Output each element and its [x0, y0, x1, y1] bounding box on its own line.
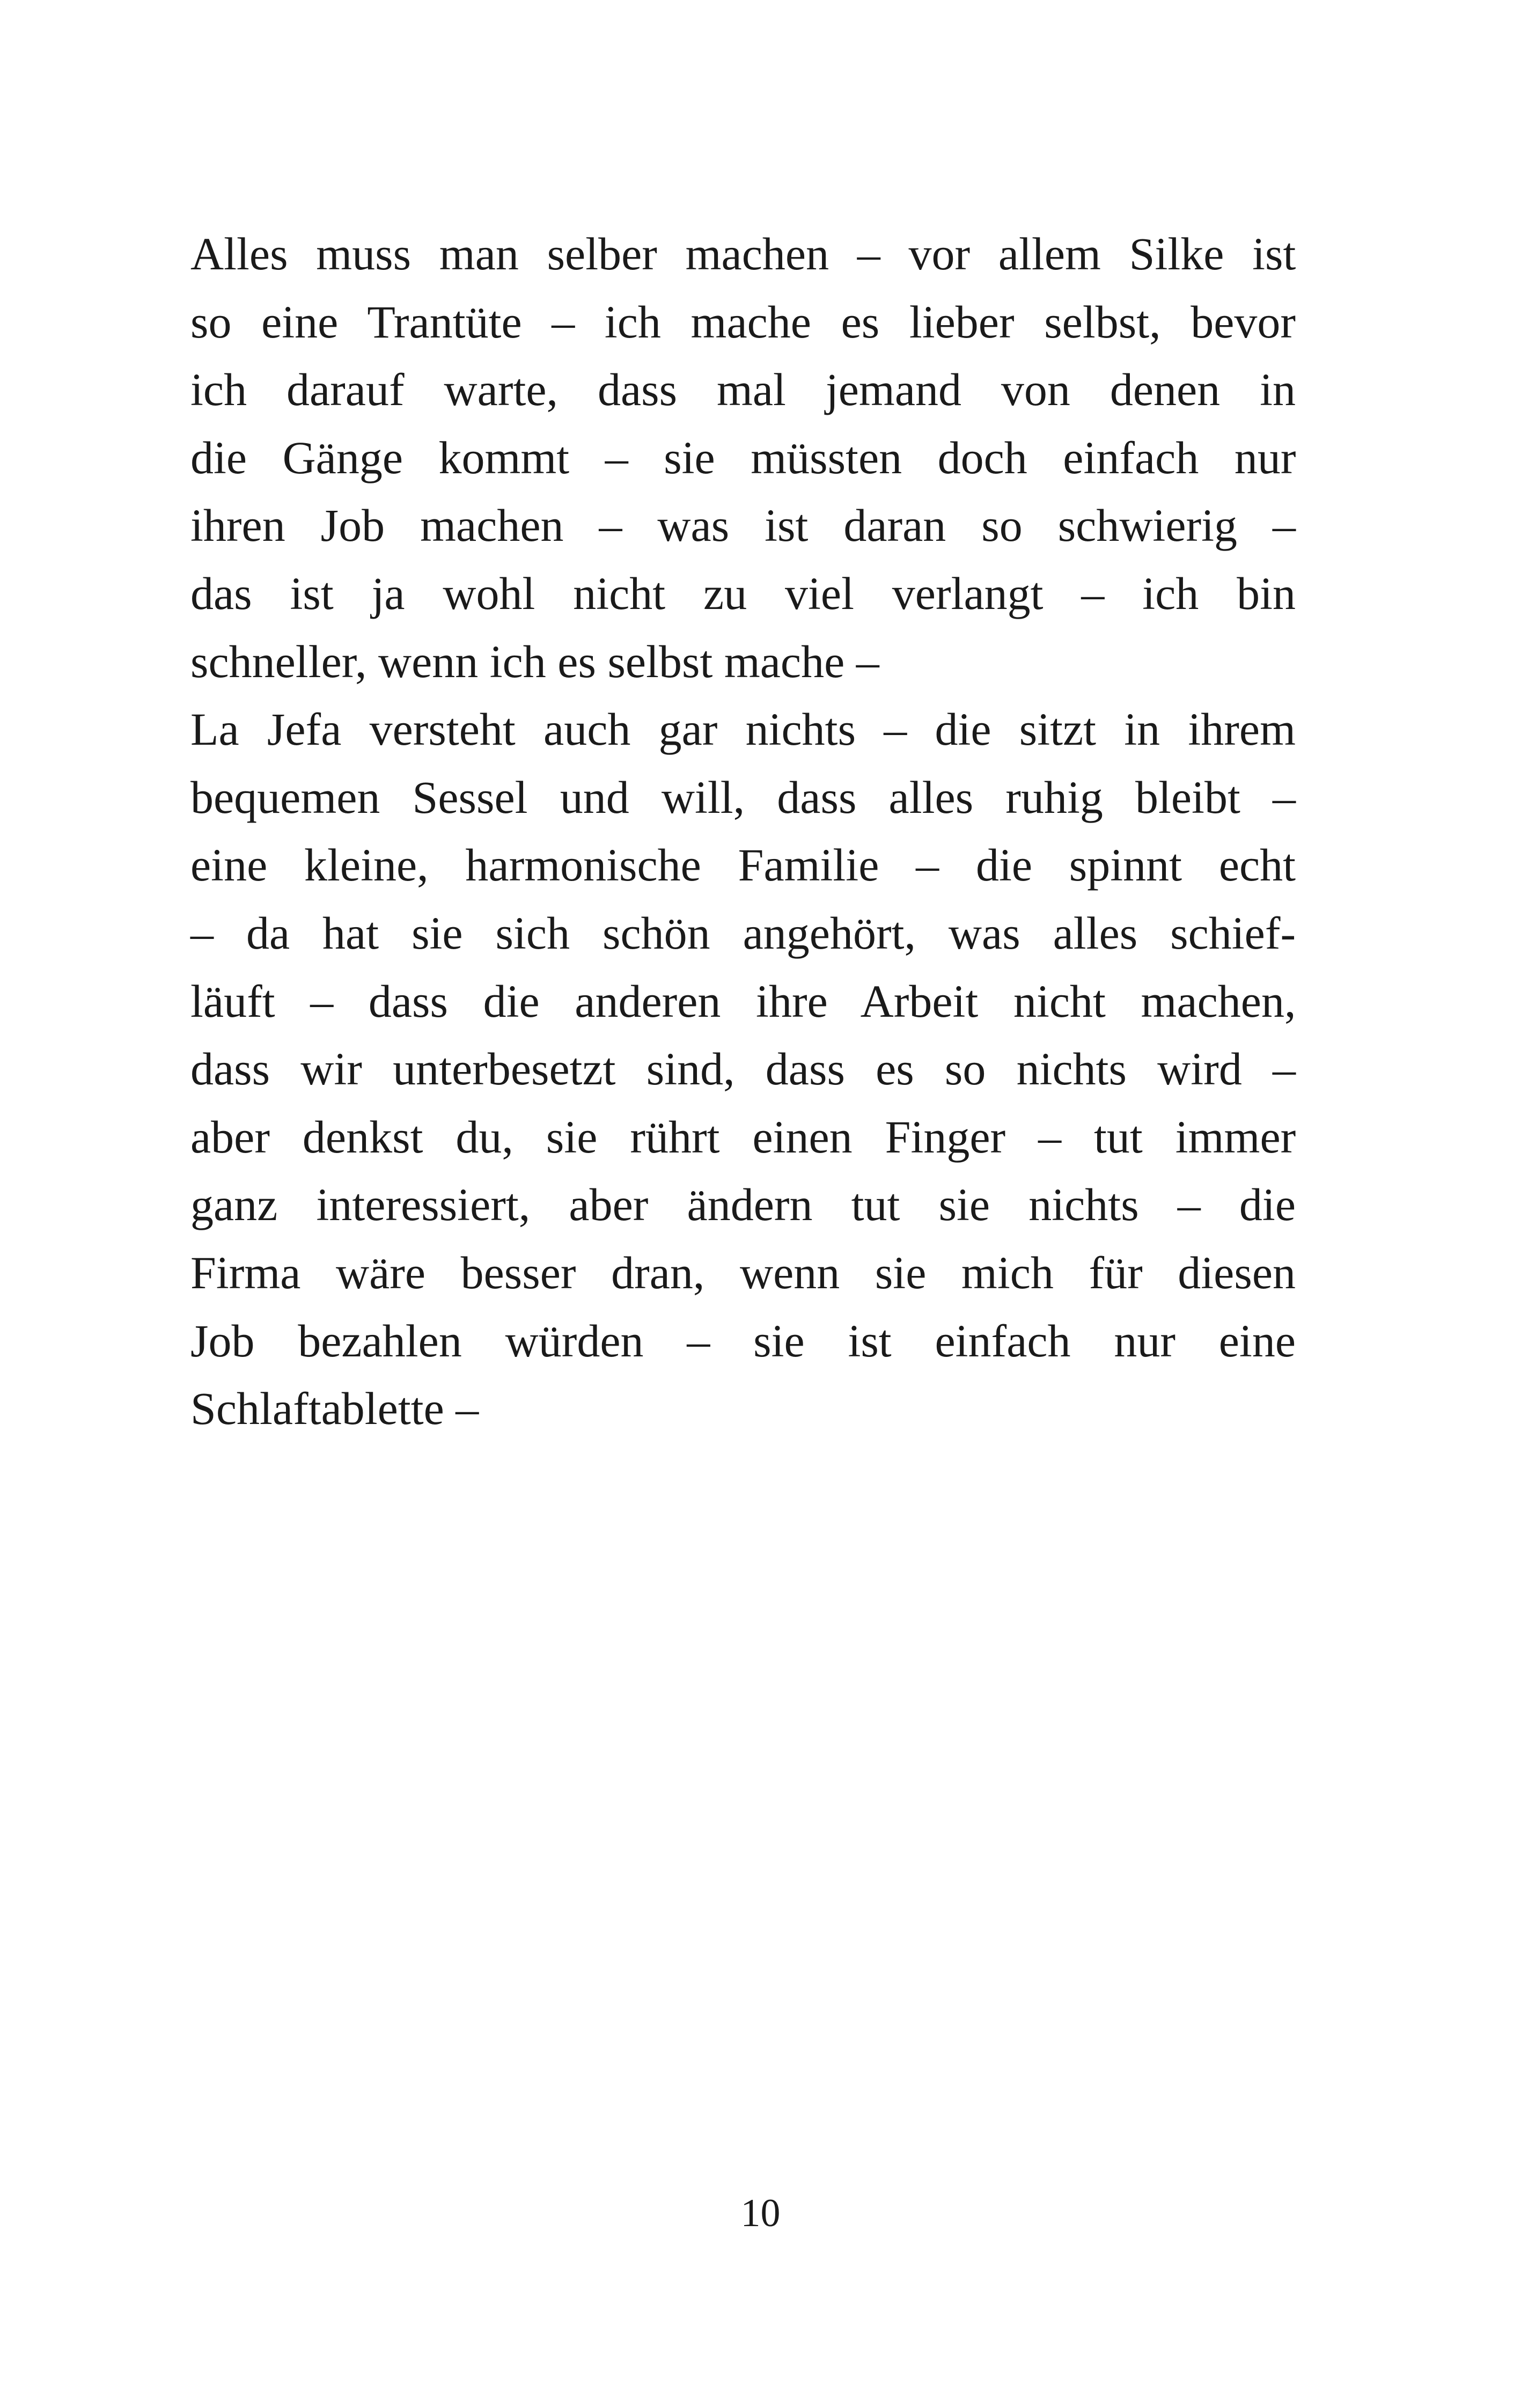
- text-line: – da hat sie sich schön angehört, was alles schief-: [190, 907, 1296, 959]
- text-line: dass wir unterbesetzt sind, dass es so nichts wird –: [190, 1043, 1296, 1095]
- text-line: so eine Trantüte – ich mache es lieber selbst, bevor: [190, 296, 1296, 348]
- text-line: die Gänge kommt – sie müssten doch einfach nur: [190, 431, 1296, 483]
- text-line: La Jefa versteht auch gar nichts – die sitzt in ihrem: [190, 703, 1296, 755]
- text-line: eine kleine, harmonische Familie – die spinnt echt: [190, 839, 1296, 891]
- text-line: bequemen Sessel und will, dass alles ruhig bleibt –: [190, 771, 1296, 823]
- text-line: Schlaftablette –: [190, 1383, 479, 1435]
- text-line: läuft – dass die anderen ihre Arbeit nicht machen,: [190, 975, 1296, 1027]
- text-line: schneller, wenn ich es selbst mache –: [190, 635, 879, 687]
- text-line: ganz interessiert, aber ändern tut sie nichts – die: [190, 1179, 1296, 1231]
- page-number: 10: [740, 2191, 781, 2235]
- body-text: [190, 220, 1296, 1443]
- text-line: Job bezahlen würden – sie ist einfach nur eine: [190, 1315, 1296, 1367]
- text-line: das ist ja wohl nicht zu viel verlangt – ich bin: [190, 567, 1296, 619]
- text-line: aber denkst du, sie rührt einen Finger – tut immer: [190, 1111, 1296, 1163]
- text-line: ihren Job machen – was ist daran so schwierig –: [190, 500, 1296, 552]
- text-line: Alles muss man selber machen – vor allem Silke ist: [190, 228, 1296, 280]
- text-line: Firma wäre besser dran, wenn sie mich für diesen: [190, 1246, 1296, 1298]
- text-line: ich darauf warte, dass mal jemand von denen in: [190, 364, 1296, 416]
